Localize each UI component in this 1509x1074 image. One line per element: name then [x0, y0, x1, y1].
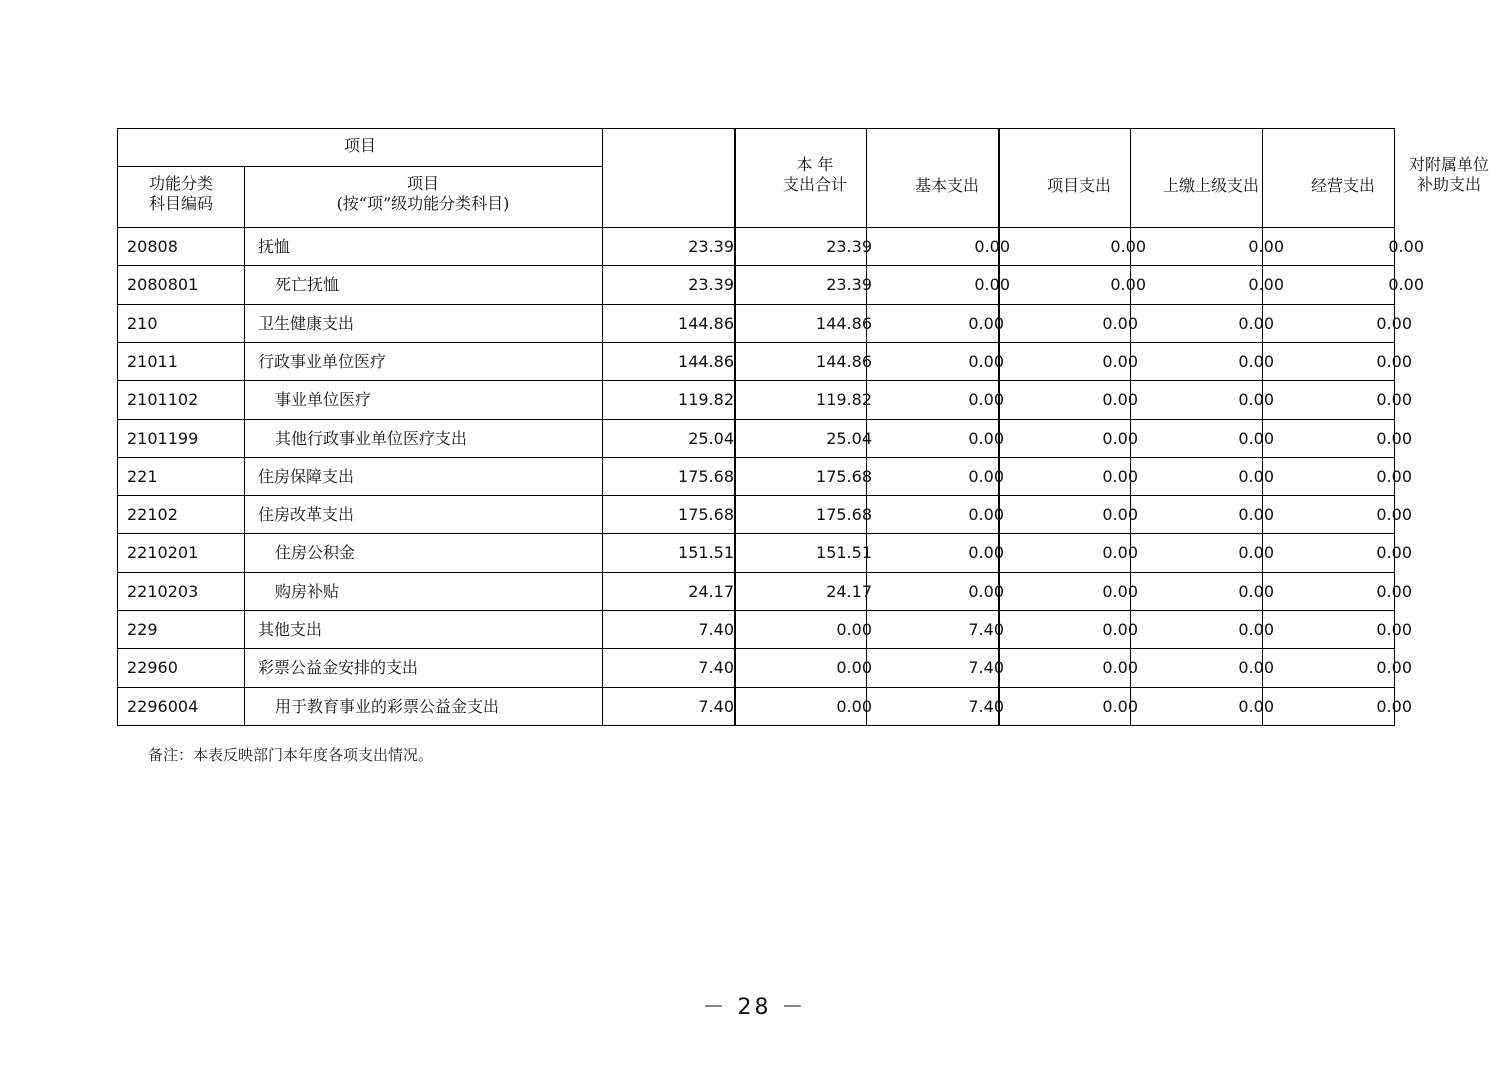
- row-name: 住房改革支出: [258, 505, 355, 525]
- row-name: 用于教育事业的彩票公益金支出: [275, 696, 500, 716]
- row-upper-value: 0.00: [1102, 390, 1138, 410]
- row-divider: [117, 648, 1395, 649]
- row-basic-value: 144.86: [816, 313, 872, 333]
- row-divider: [117, 457, 1395, 458]
- row-code: 2080801: [127, 275, 199, 295]
- row-subsidy-value: 0.00: [1376, 505, 1412, 525]
- row-name: 卫生健康支出: [258, 313, 355, 333]
- row-divider: [117, 304, 1395, 305]
- row-name: 死亡抚恤: [275, 275, 340, 295]
- row-code: 22960: [127, 658, 178, 678]
- row-total-value: 24.17: [688, 581, 734, 601]
- row-total-value: 144.86: [678, 313, 734, 333]
- row-code: 229: [127, 620, 158, 639]
- row-divider: [117, 495, 1395, 496]
- row-upper-value: 0.00: [1102, 505, 1138, 525]
- row-basic-value: 119.82: [816, 390, 872, 410]
- row-basic-value: 175.68: [816, 505, 872, 525]
- row-business-value: 0.00: [1238, 581, 1274, 601]
- row-name: 抚恤: [258, 237, 291, 256]
- row-basic-value: 151.51: [816, 543, 872, 563]
- row-total-value: 7.40: [698, 696, 734, 716]
- header-item: 项目 (按“项”级功能分类科目): [336, 174, 510, 213]
- row-project-value: 0.00: [968, 581, 1004, 601]
- row-upper-value: 0.00: [1102, 428, 1138, 448]
- row-name: 其他行政事业单位医疗支出: [275, 428, 468, 448]
- row-total-value: 175.68: [678, 466, 734, 486]
- row-subsidy-value: 0.00: [1376, 351, 1412, 371]
- header-divider: [117, 166, 602, 167]
- row-name: 住房公积金: [275, 543, 356, 563]
- table-top-border: [117, 128, 1395, 129]
- row-total-value: 175.68: [678, 505, 734, 525]
- row-business-value: 0.00: [1248, 275, 1284, 295]
- row-project-value: 0.00: [968, 505, 1004, 525]
- row-divider: [117, 227, 1395, 228]
- row-divider: [117, 265, 1395, 266]
- row-divider: [117, 610, 1395, 611]
- row-name: 彩票公益金安排的支出: [258, 658, 419, 678]
- row-business-value: 0.00: [1238, 428, 1274, 448]
- row-basic-value: 25.04: [826, 428, 872, 448]
- table-note: 备注：本表反映部门本年度各项支出情况。: [148, 746, 434, 764]
- row-basic-value: 24.17: [826, 581, 872, 601]
- row-code: 2101199: [127, 428, 199, 448]
- row-subsidy-value: 0.00: [1388, 275, 1424, 295]
- row-basic-value: 23.39: [826, 275, 872, 295]
- row-code: 2210203: [127, 581, 199, 601]
- row-business-value: 0.00: [1248, 237, 1284, 256]
- row-project-value: 0.00: [968, 543, 1004, 563]
- header-upper: 上缴上级支出: [1162, 176, 1259, 195]
- row-upper-value: 0.00: [1102, 543, 1138, 563]
- row-basic-value: 0.00: [836, 620, 872, 639]
- header-project: 项目支出: [1046, 176, 1111, 195]
- row-total-value: 151.51: [678, 543, 734, 563]
- row-code: 2210201: [127, 543, 199, 563]
- page-number: － 28 －: [702, 995, 807, 1020]
- row-project-value: 0.00: [968, 390, 1004, 410]
- row-basic-value: 0.00: [836, 696, 872, 716]
- row-divider: [117, 419, 1395, 420]
- row-business-value: 0.00: [1238, 658, 1274, 678]
- row-divider: [117, 572, 1395, 573]
- row-name: 住房保障支出: [258, 466, 355, 486]
- row-upper-value: 0.00: [1102, 696, 1138, 716]
- row-subsidy-value: 0.00: [1376, 390, 1412, 410]
- row-upper-value: 0.00: [1102, 351, 1138, 371]
- row-total-value: 119.82: [678, 390, 734, 410]
- row-subsidy-value: 0.00: [1388, 237, 1424, 256]
- row-project-value: 0.00: [968, 313, 1004, 333]
- row-project-value: 0.00: [968, 428, 1004, 448]
- column-divider: [734, 128, 736, 725]
- row-business-value: 0.00: [1238, 390, 1274, 410]
- row-divider: [117, 533, 1395, 534]
- header-code: 功能分类 科目编码: [148, 174, 213, 213]
- header-total: 本 年 支出合计: [782, 155, 847, 194]
- row-divider: [117, 342, 1395, 343]
- row-upper-value: 0.00: [1102, 313, 1138, 333]
- row-total-value: 144.86: [678, 351, 734, 371]
- row-upper-value: 0.00: [1102, 581, 1138, 601]
- column-divider: [117, 128, 118, 725]
- row-total-value: 23.39: [688, 237, 734, 256]
- row-total-value: 7.40: [698, 658, 734, 678]
- row-business-value: 0.00: [1238, 466, 1274, 486]
- row-subsidy-value: 0.00: [1376, 696, 1412, 716]
- row-project-value: 0.00: [974, 237, 1010, 256]
- row-basic-value: 23.39: [826, 237, 872, 256]
- header-subsidy: 对附属单位 补助支出: [1408, 155, 1489, 194]
- row-code: 2296004: [127, 696, 199, 716]
- row-total-value: 25.04: [688, 428, 734, 448]
- row-business-value: 0.00: [1238, 505, 1274, 525]
- row-upper-value: 0.00: [1102, 658, 1138, 678]
- row-project-value: 7.40: [968, 658, 1004, 678]
- row-basic-value: 175.68: [816, 466, 872, 486]
- row-subsidy-value: 0.00: [1376, 658, 1412, 678]
- row-name: 其他支出: [258, 620, 323, 639]
- row-project-value: 0.00: [968, 466, 1004, 486]
- row-project-value: 0.00: [974, 275, 1010, 295]
- header-basic: 基本支出: [914, 176, 979, 195]
- row-business-value: 0.00: [1238, 620, 1274, 639]
- row-code: 21011: [127, 351, 178, 371]
- row-upper-value: 0.00: [1102, 466, 1138, 486]
- row-code: 221: [127, 466, 158, 486]
- row-subsidy-value: 0.00: [1376, 581, 1412, 601]
- row-divider: [117, 687, 1395, 688]
- header-group-label: 项目: [343, 136, 376, 155]
- row-upper-value: 0.00: [1102, 620, 1138, 639]
- row-subsidy-value: 0.00: [1376, 620, 1412, 639]
- row-code: 210: [127, 313, 158, 333]
- row-divider: [117, 380, 1395, 381]
- row-subsidy-value: 0.00: [1376, 428, 1412, 448]
- column-divider: [602, 128, 603, 725]
- row-code: 20808: [127, 237, 178, 256]
- row-business-value: 0.00: [1238, 696, 1274, 716]
- row-name: 行政事业单位医疗: [258, 351, 387, 371]
- row-subsidy-value: 0.00: [1376, 313, 1412, 333]
- row-subsidy-value: 0.00: [1376, 543, 1412, 563]
- row-business-value: 0.00: [1238, 313, 1274, 333]
- row-total-value: 7.40: [698, 620, 734, 639]
- row-project-value: 0.00: [968, 351, 1004, 371]
- header-business: 经营支出: [1310, 176, 1375, 195]
- column-divider: [244, 166, 245, 725]
- row-code: 2101102: [127, 390, 199, 410]
- row-basic-value: 0.00: [836, 658, 872, 678]
- row-divider: [117, 725, 1395, 726]
- row-total-value: 23.39: [688, 275, 734, 295]
- row-upper-value: 0.00: [1110, 237, 1146, 256]
- row-upper-value: 0.00: [1110, 275, 1146, 295]
- row-basic-value: 144.86: [816, 351, 872, 371]
- row-project-value: 7.40: [968, 620, 1004, 639]
- row-business-value: 0.00: [1238, 543, 1274, 563]
- row-name: 事业单位医疗: [275, 390, 372, 410]
- row-project-value: 7.40: [968, 696, 1004, 716]
- row-code: 22102: [127, 505, 178, 525]
- row-business-value: 0.00: [1238, 351, 1274, 371]
- row-name: 购房补贴: [275, 581, 340, 601]
- row-subsidy-value: 0.00: [1376, 466, 1412, 486]
